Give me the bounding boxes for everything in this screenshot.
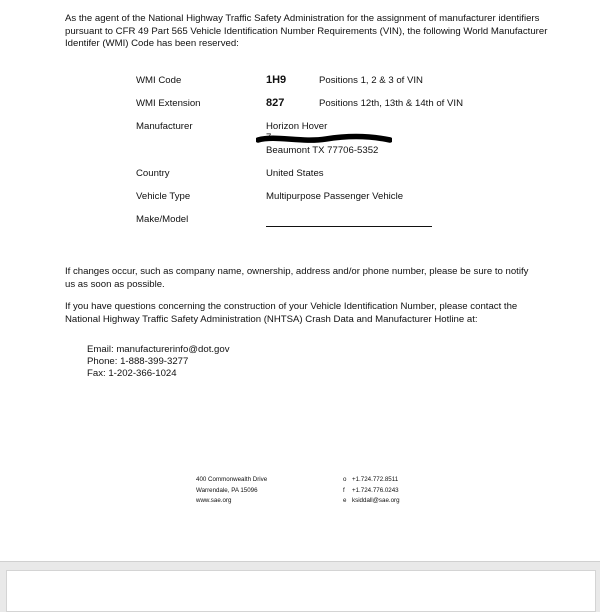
footer-contact-numbers [343,475,400,507]
manufacturer-city-line: Beaumont TX 77706-5352 [266,145,379,156]
contact-email: Email: manufacturerinfo@dot.gov [87,344,230,355]
country-value: United States [266,168,324,179]
footer-address [196,475,267,507]
wmi-code-positions: Positions 1, 2 & 3 of VIN [319,75,423,86]
footer-fax-line [343,486,400,497]
make-model-blank-line [266,226,432,227]
footer-email-key: e [343,497,347,504]
footer-email-line [343,496,400,507]
footer-address-line2: Warrendale, PA 15096 [196,486,258,494]
footer-office-line [343,475,400,486]
redaction-mark [256,132,392,146]
footer-website: www.sae.org [196,497,232,504]
intro-paragraph: As the agent of the National Highway Traffic Safety Administration for the assignment of manufacturer identifiers pursuant to CFR 49 Part 565 Vehicle Identification Number Requirements (VIN), the following World Manufacturer Identifer (WMI) Code has been reserved: [65,13,548,49]
next-page-edge [6,570,596,612]
contact-block [87,344,230,380]
changes-paragraph: If changes occur, such as company name, ownership, address and/or phone number, please be sure to notify us as soon as possible. [65,266,529,290]
wmi-code-value: 1H9 [266,74,287,86]
wmi-code-label: WMI Code [136,75,182,86]
contact-phone: Phone: 1-888-399-3277 [87,356,189,367]
footer-address-line1: 400 Commonwealth Drive [196,476,268,483]
manufacturer-name: Horizon Hover [266,121,328,132]
contact-fax: Fax: 1-202-366-1024 [87,368,177,379]
make-model-label: Make/Model [136,214,189,225]
manufacturer-label: Manufacturer [136,121,193,132]
wmi-extension-positions: Positions 12th, 13th & 14th of VIN [319,98,463,109]
footer-fax-number: +1.724.776.0243 [352,486,399,494]
footer-office-number: +1.724.772.8511 [352,476,399,483]
manufacturer-address-partial: 7 [266,132,272,143]
vehicle-type-value: Multipurpose Passenger Vehicle [266,191,404,202]
footer-email-address: ksiddall@sae.org [352,497,400,504]
questions-paragraph: If you have questions concerning the construction of your Vehicle Identification Number, please contact the National Highway Traffic Safety Administration (NHTSA) Crash Data and Manufacturer Hotline at: [65,301,518,325]
country-label: Country [136,168,170,179]
footer-fax-key: f [343,486,345,494]
wmi-extension-value: 827 [266,97,285,109]
wmi-extension-label: WMI Extension [136,98,201,109]
footer-office-key: o [343,476,347,483]
vehicle-type-label: Vehicle Type [136,191,191,202]
